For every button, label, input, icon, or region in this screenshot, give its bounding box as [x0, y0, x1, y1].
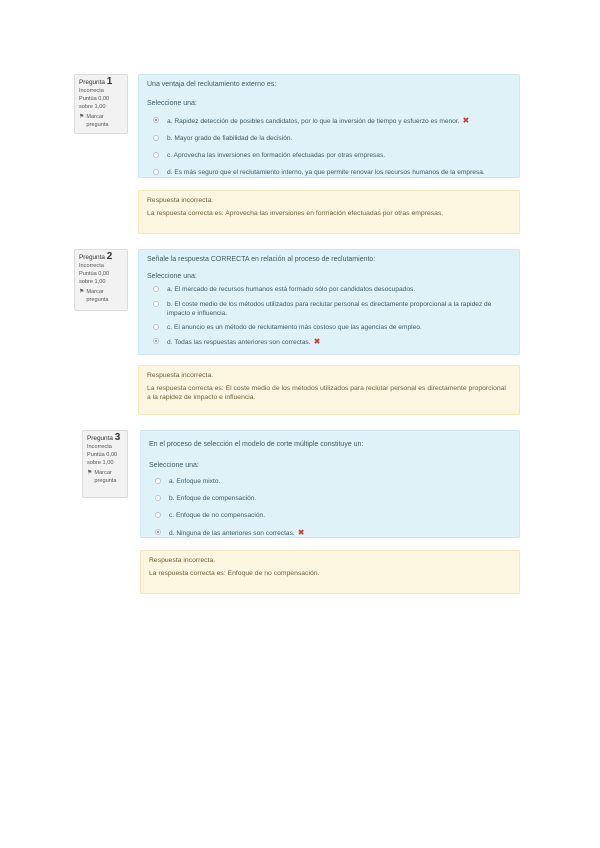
radio-icon[interactable] [153, 152, 159, 158]
answer-option[interactable] [147, 285, 511, 294]
question-number: Pregunta 1 [79, 76, 113, 87]
feedback-title: Respuesta incorrecta. [149, 557, 216, 564]
option-text: a. Rapidez detección de posibles candidatos, por lo que la inversión de tiempo y esfuerzo es menor. [167, 118, 460, 125]
question-content [138, 74, 520, 178]
option-text: a. Enfoque mixto. [169, 478, 221, 485]
question-text: En el proceso de selección el modelo de corte múltiple constituye un: [149, 441, 364, 448]
answer-option[interactable] [147, 116, 511, 126]
feedback-box [140, 550, 520, 594]
x-mark-icon: ✖ [297, 528, 305, 537]
option-text: a. El mercado de recursos humanos está formado sólo por candidatos desocupados. [167, 286, 416, 293]
option-text: c. Aprovecha las inversiones en formación efectuadas por otras empresas. [167, 152, 386, 159]
question-number: Pregunta 3 [87, 432, 121, 443]
answer-prompt: Seleccione una: [147, 100, 197, 107]
feedback-text: La respuesta correcta es: Aprovecha las inversiones en formación efectuadas por otras empresas. [147, 210, 444, 217]
answer-option[interactable] [147, 300, 511, 318]
x-mark-icon: ✖ [313, 337, 321, 346]
flag-icon: ⚑ [79, 114, 85, 120]
question-text: Señale la respuesta CORRECTA en relación al proceso de reclutamiento: [147, 256, 376, 263]
question-status: Incorrecta [87, 444, 112, 450]
x-mark-icon: ✖ [462, 116, 470, 125]
flag-icon: ⚑ [87, 470, 93, 476]
radio-icon[interactable] [155, 478, 161, 484]
radio-icon[interactable] [153, 117, 159, 123]
answer-prompt: Seleccione una: [147, 273, 197, 280]
radio-icon[interactable] [153, 286, 159, 292]
flag-icon: ⚑ [79, 289, 85, 295]
option-text: d. Es más seguro que el reclutamiento interno, ya que permite renovar los recursos humanos de la empresa. [167, 169, 485, 176]
feedback-text: La respuesta correcta es: El coste medio de los métodos utilizados para reclutar personal es directamente proporcional a la rapidez de impacto e influencia. [147, 385, 506, 401]
feedback-box [138, 365, 520, 415]
answer-option[interactable] [149, 494, 511, 503]
answer-option[interactable] [147, 323, 511, 332]
option-text: c. Enfoque de no compensación. [169, 512, 266, 519]
radio-icon[interactable] [155, 529, 161, 535]
radio-icon[interactable] [155, 512, 161, 518]
feedback-title: Respuesta incorrecta. [147, 372, 214, 379]
answer-option[interactable] [147, 168, 511, 177]
flag-question-button[interactable] [79, 113, 123, 129]
flag-question-button[interactable] [79, 288, 123, 304]
question-status: Incorrecta [79, 88, 104, 94]
option-text: d. Ninguna de las anteriores son correctas. [169, 530, 295, 537]
radio-icon[interactable] [153, 338, 159, 344]
question-content [140, 430, 520, 538]
question-info [74, 249, 128, 311]
answer-option[interactable] [147, 337, 511, 347]
answer-option[interactable] [149, 477, 511, 486]
question-info [82, 430, 128, 498]
feedback-box [138, 190, 520, 234]
option-text: b. El coste medio de los métodos utilizados para reclutar personal es directamente proporcional a la rapidez de impacto e influencia. [167, 301, 492, 317]
feedback-title: Respuesta incorrecta. [147, 197, 214, 204]
option-text: b. Enfoque de compensación. [169, 495, 257, 502]
answer-prompt: Seleccione una: [149, 462, 199, 469]
flag-label: Marcar pregunta [86, 289, 109, 303]
answer-option[interactable] [147, 134, 511, 143]
option-text: d. Todas las respuestas anteriores son correctas. [167, 339, 311, 346]
question-score: Puntúa 0,00 sobre 1,00 [79, 96, 110, 110]
answer-option[interactable] [149, 511, 511, 520]
question-content [138, 249, 520, 355]
flag-label: Marcar pregunta [94, 470, 117, 484]
question-status: Incorrecta [79, 263, 104, 269]
answer-option[interactable] [147, 151, 511, 160]
answer-option[interactable] [149, 528, 511, 538]
radio-icon[interactable] [153, 135, 159, 141]
feedback-text: La respuesta correcta es: Enfoque de no compensación. [149, 570, 320, 577]
flag-question-button[interactable] [87, 469, 123, 485]
question-info [74, 74, 128, 134]
question-number: Pregunta 2 [79, 251, 113, 262]
radio-icon[interactable] [153, 169, 159, 175]
radio-icon[interactable] [153, 324, 159, 330]
option-text: c. El anuncio es un método de reclutamiento más costoso que las agencias de empleo. [167, 324, 422, 331]
radio-icon[interactable] [153, 301, 159, 307]
question-score: Puntúa 0,00 sobre 1,00 [79, 271, 110, 285]
question-score: Puntúa 0,00 sobre 1,00 [87, 452, 118, 466]
flag-label: Marcar pregunta [86, 114, 109, 128]
option-text: b. Mayor grado de fiabilidad de la decisión. [167, 135, 293, 142]
question-text: Una ventaja del reclutamiento externo es: [147, 81, 277, 88]
radio-icon[interactable] [155, 495, 161, 501]
